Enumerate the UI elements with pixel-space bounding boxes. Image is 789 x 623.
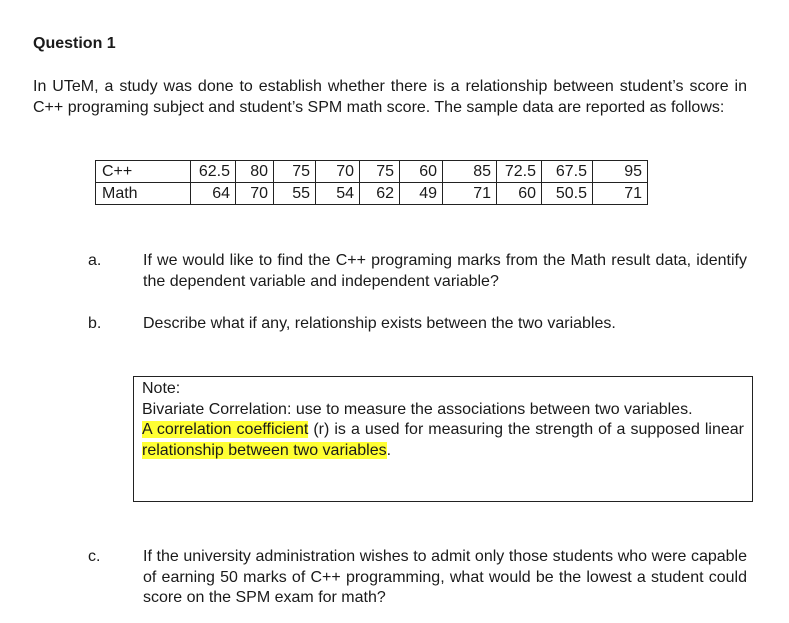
- part-c-letter: c.: [88, 548, 101, 565]
- table-cell: 55: [274, 183, 316, 205]
- note-box: [133, 376, 753, 502]
- table-cell: 60: [400, 161, 443, 183]
- table-cell: 62.5: [191, 161, 236, 183]
- part-c-text: If the university administration wishes to admit only those students who were capable of earning 50 marks of C++ programming, what would be the lowest a student could score on the SPM exam for math?: [143, 548, 747, 606]
- table-cell: 70: [236, 183, 274, 205]
- table-cell: 72.5: [497, 161, 542, 183]
- table-cell: 75: [360, 161, 400, 183]
- table-cell: 70: [316, 161, 360, 183]
- part-a-letter: a.: [88, 252, 102, 269]
- table-row-label: C++: [96, 161, 191, 183]
- table-cell: 71: [443, 183, 497, 205]
- note-bivariate: Bivariate Correlation: use to measure the associations between two variables.: [142, 400, 693, 418]
- table-body: [96, 161, 648, 205]
- table-cell: 62: [360, 183, 400, 205]
- table-row-label: Math: [96, 183, 191, 205]
- question-title: Question 1: [33, 35, 116, 52]
- part-b-letter: b.: [88, 315, 102, 332]
- question-intro: In UTeM, a study was done to establish whether there is a relationship between student’s score in C++ programing subject and student’s SPM math score. The sample data are reported as follows:: [33, 78, 747, 116]
- table-cell: 54: [316, 183, 360, 205]
- table-cell: 71: [593, 183, 648, 205]
- note-correlation-end: .: [386, 441, 392, 459]
- note-highlight-correlation-coefficient: A correlation coefficient: [142, 421, 309, 438]
- table-cell: 85: [443, 161, 497, 183]
- note-correlation: [142, 420, 744, 461]
- table-cell: 49: [400, 183, 443, 205]
- table-cell: 95: [593, 161, 648, 183]
- table-cell: 80: [236, 161, 274, 183]
- table-cell: 50.5: [542, 183, 593, 205]
- data-table: [95, 160, 648, 205]
- note-correlation-middle: (r) is a used for measuring the strength of a supposed linear: [308, 421, 745, 438]
- table-cell: 75: [274, 161, 316, 183]
- table-row: [96, 183, 648, 205]
- table-row: [96, 161, 648, 183]
- table-cell: 67.5: [542, 161, 593, 183]
- note-heading: Note:: [142, 380, 181, 397]
- note-highlight-relationship: relationship between two variables: [142, 441, 387, 459]
- table-cell: 64: [191, 183, 236, 205]
- table-cell: 60: [497, 183, 542, 205]
- part-a-text: If we would like to find the C++ programing marks from the Math result data, identify the dependent variable and independent variable?: [143, 252, 747, 290]
- part-b-text: Describe what if any, relationship exists between the two variables.: [143, 315, 616, 332]
